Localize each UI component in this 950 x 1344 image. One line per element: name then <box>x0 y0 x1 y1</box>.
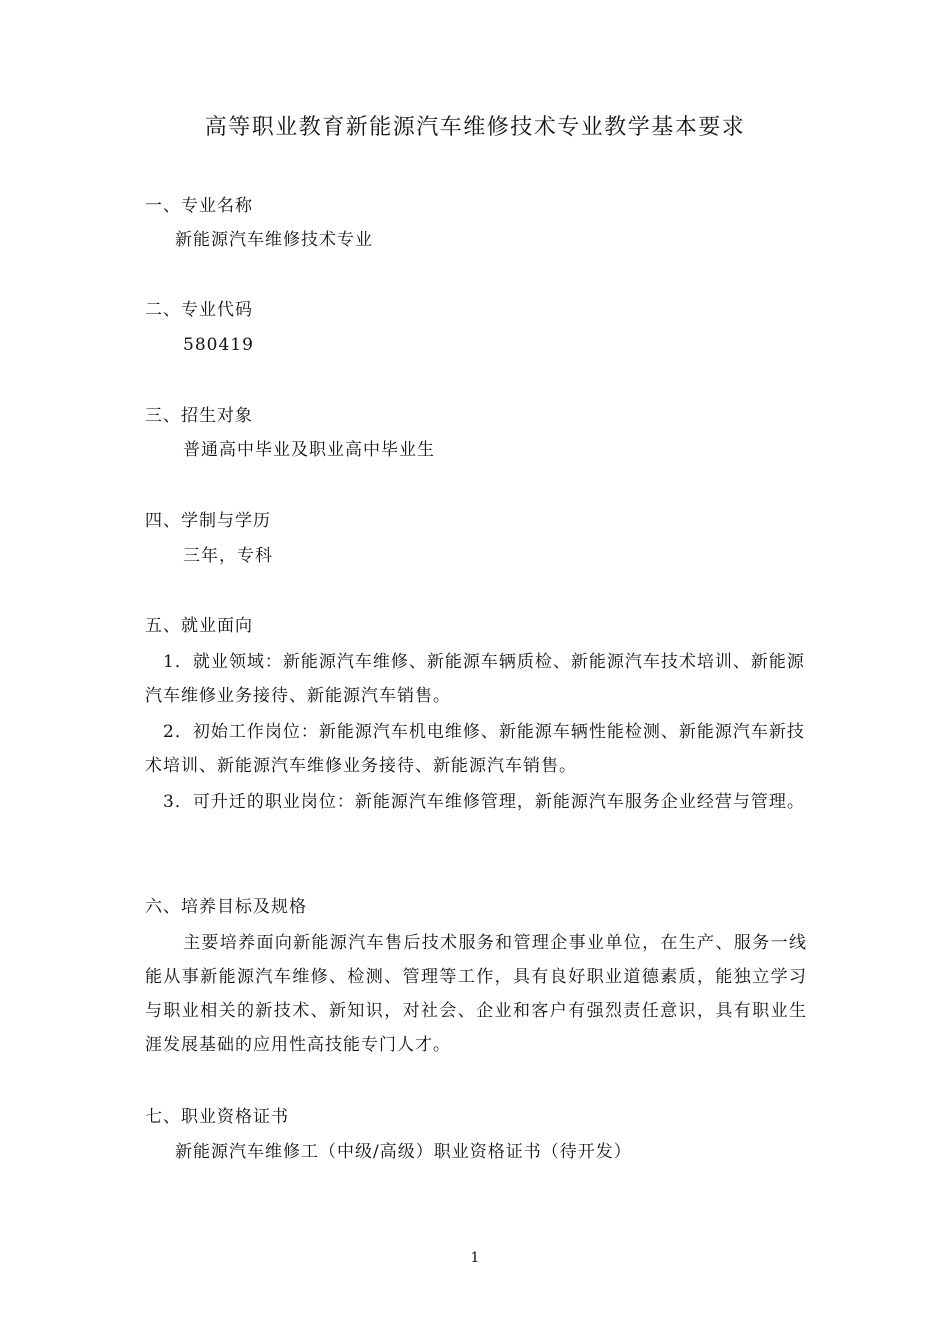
employment-item-1: 1．就业领域：新能源汽车维修、新能源车辆质检、新能源汽车技术培训、新能源汽车维修业务接待、新能源汽车销售。 <box>145 652 805 706</box>
section-heading-employment: 五、就业面向 <box>145 616 253 636</box>
section-heading-goals: 六、培养目标及规格 <box>145 897 307 917</box>
section-heading-duration: 四、学制与学历 <box>145 511 271 531</box>
section-content-certificate: 新能源汽车维修工（中级/高级）职业资格证书（待开发） <box>175 1142 632 1162</box>
section-heading-certificate: 七、职业资格证书 <box>145 1107 289 1127</box>
employment-item-2: 2．初始工作岗位：新能源汽车机电维修、新能源车辆性能检测、新能源汽车新技术培训、新能源汽车维修业务接待、新能源汽车销售。 <box>145 722 805 776</box>
section-content-major-name: 新能源汽车维修技术专业 <box>175 230 373 250</box>
section-heading-major-name: 一、专业名称 <box>145 196 253 216</box>
section-heading-enrollment: 三、招生对象 <box>145 406 253 426</box>
section-content-major-code: 580419 <box>183 335 254 355</box>
employment-item-3: 3．可升迁的职业岗位：新能源汽车维修管理，新能源汽车服务企业经营与管理。 <box>163 792 805 812</box>
section-heading-major-code: 二、专业代码 <box>145 300 253 320</box>
document-title: 高等职业教育新能源汽车维修技术专业教学基本要求 <box>204 115 746 140</box>
section-content-enrollment: 普通高中毕业及职业高中毕业生 <box>183 440 435 460</box>
section-content-duration: 三年，专科 <box>183 546 273 566</box>
page-number: 1 <box>470 1250 480 1266</box>
section-content-goals: 主要培养面向新能源汽车售后技术服务和管理企事业单位，在生产、服务一线能从事新能源汽车维修、检测、管理等工作，具有良好职业道德素质，能独立学习与职业相关的新技术、新知识，对社会、企业和客户有强烈责任意识，具有职业生涯发展基础的应用性高技能专门人才。 <box>145 933 807 1055</box>
